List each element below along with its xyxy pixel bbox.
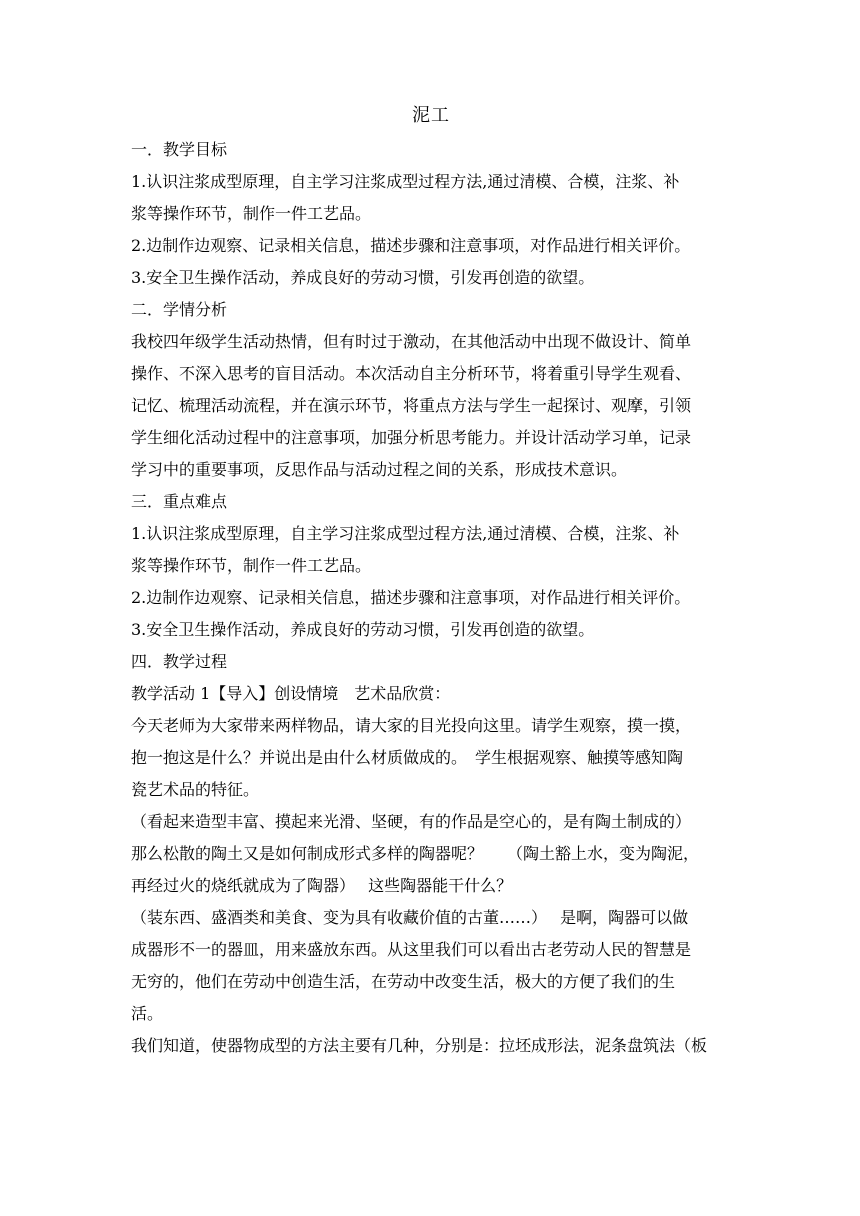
- paragraph-line: 今天老师为大家带来两样物品，请大家的目光投向这里。请学生观察，摸一摸，: [131, 716, 692, 735]
- paragraph-line: 2.边制作边观察、记录相关信息，描述步骤和注意事项，对作品进行相关评价。: [131, 588, 691, 607]
- paragraph-line: 1.认识注浆成型原理，自主学习注浆成型过程方法,通过清模、合模，注浆、补: [131, 524, 680, 543]
- paragraph-line: 成器形不一的器皿，用来盛放东西。从这里我们可以看出古老劳动人民的智慧是: [131, 940, 692, 959]
- document-title: 泥工: [412, 105, 450, 126]
- paragraph-line: 操作、不深入思考的盲目活动。本次活动自主分析环节，将着重引导学生观看、: [131, 364, 692, 383]
- paragraph-line: 无穷的，他们在劳动中创造生活，在劳动中改变生活，极大的方便了我们的生: [131, 972, 676, 991]
- paragraph-line: 浆等操作环节，制作一件工艺品。: [131, 556, 372, 575]
- section-heading-key-points: 三．重点难点: [131, 492, 228, 511]
- paragraph-line: 再经过火的烧纸就成为了陶器） 这些陶器能干什么？: [131, 876, 513, 895]
- section-heading-objectives: 一．教学目标: [131, 140, 228, 159]
- paragraph-line: 1.认识注浆成型原理，自主学习注浆成型过程方法,通过清模、合模，注浆、补: [131, 172, 680, 191]
- paragraph-line: 那么松散的陶土又是如何制成形式多样的陶器呢？ （陶土豁上水，变为陶泥，: [131, 844, 700, 863]
- paragraph-line: 我校四年级学生活动热情，但有时过于激动，在其他活动中出现不做设计、简单: [131, 332, 692, 351]
- paragraph-line: （装东西、盛酒类和美食、变为具有收藏价值的古董……） 是啊，陶器可以做: [131, 908, 689, 927]
- paragraph-line: 记忆、梳理活动流程，并在演示环节，将重点方法与学生一起探讨、观摩，引领: [131, 396, 692, 415]
- paragraph-line: （看起来造型丰富、摸起来光滑、坚硬，有的作品是空心的，是有陶土制成的）: [131, 812, 692, 831]
- paragraph-line: 浆等操作环节，制作一件工艺品。: [131, 204, 372, 223]
- paragraph-line: 我们知道，使器物成型的方法主要有几种，分别是：拉坯成形法，泥条盘筑法（板: [131, 1036, 708, 1055]
- paragraph-line: 学生细化活动过程中的注意事项，加强分析思考能力。并设计活动学习单，记录: [131, 428, 692, 447]
- document-page: [131, 100, 731, 1062]
- section-heading-student-analysis: 二．学情分析: [131, 300, 228, 319]
- paragraph-line: 学习中的重要事项，反思作品与活动过程之间的关系，形成技术意识。: [131, 460, 628, 479]
- paragraph-line: 3.安全卫生操作活动，养成良好的劳动习惯，引发再创造的欲望。: [131, 268, 595, 287]
- paragraph-line: 3.安全卫生操作活动，养成良好的劳动习惯，引发再创造的欲望。: [131, 620, 595, 639]
- paragraph-line: 2.边制作边观察、记录相关信息，描述步骤和注意事项，对作品进行相关评价。: [131, 236, 691, 255]
- paragraph-line: 抱一抱这是什么？并说出是由什么材质做成的。 学生根据观察、触摸等感知陶: [131, 748, 684, 767]
- activity-heading: 教学活动 1【导入】创设情境 艺术品欣赏：: [131, 684, 451, 703]
- paragraph-line: 活。: [131, 1004, 164, 1023]
- section-heading-teaching-process: 四．教学过程: [131, 652, 228, 671]
- paragraph-line: 瓷艺术品的特征。: [131, 780, 260, 799]
